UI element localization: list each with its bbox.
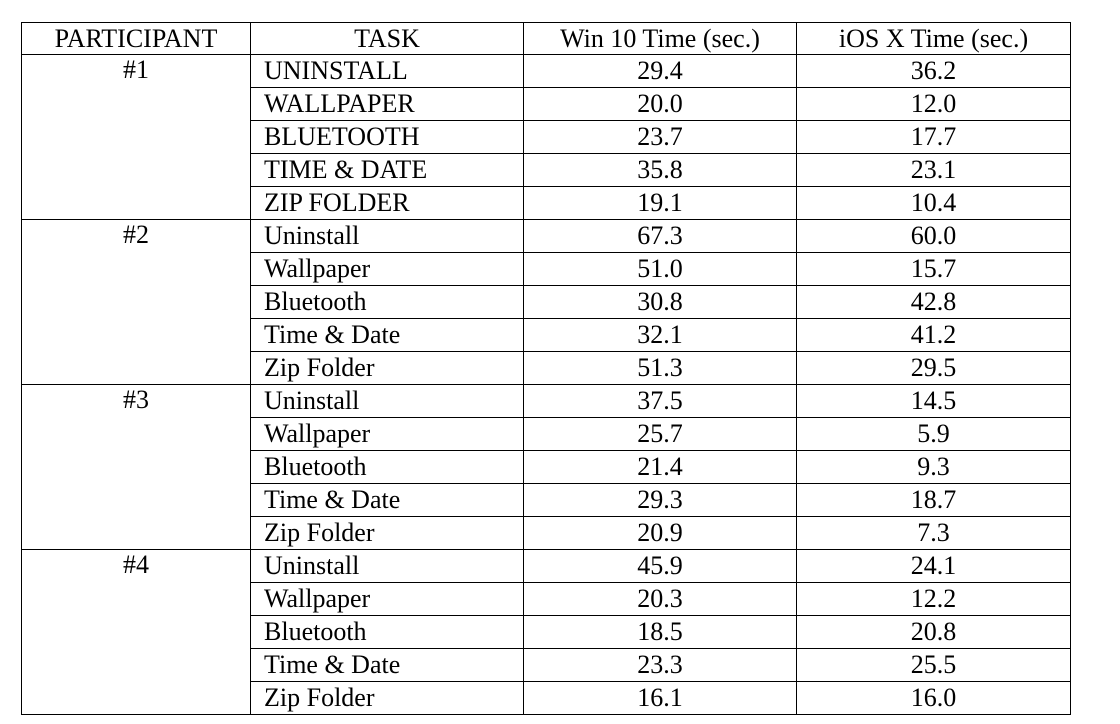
task-cell: Wallpaper [251, 418, 524, 451]
table-row [22, 319, 1071, 352]
win-time-cell: 32.1 [524, 319, 797, 352]
task-cell: Zip Folder [251, 352, 524, 385]
table-header [22, 23, 1071, 55]
header-row [22, 23, 1071, 55]
table-row [22, 649, 1071, 682]
participant-cell [22, 517, 251, 550]
win-time-cell: 25.7 [524, 418, 797, 451]
win-time-cell: 29.3 [524, 484, 797, 517]
win-time-cell: 23.3 [524, 649, 797, 682]
task-cell: Zip Folder [251, 517, 524, 550]
header-task: TASK [251, 23, 524, 55]
ios-time-cell: 36.2 [797, 55, 1071, 88]
ios-time-cell: 20.8 [797, 616, 1071, 649]
task-cell: BLUETOOTH [251, 121, 524, 154]
participant-cell [22, 286, 251, 319]
ios-time-cell: 12.0 [797, 88, 1071, 121]
win-time-cell: 51.3 [524, 352, 797, 385]
ios-time-cell: 15.7 [797, 253, 1071, 286]
participant-cell [22, 616, 251, 649]
task-cell: Uninstall [251, 385, 524, 418]
header-win-time: Win 10 Time (sec.) [524, 23, 797, 55]
header-ios-time: iOS X Time (sec.) [797, 23, 1071, 55]
ios-time-cell: 23.1 [797, 154, 1071, 187]
results-table [21, 22, 1071, 715]
ios-time-cell: 9.3 [797, 451, 1071, 484]
table-row [22, 385, 1071, 418]
ios-time-cell: 12.2 [797, 583, 1071, 616]
ios-time-cell: 5.9 [797, 418, 1071, 451]
table-row [22, 187, 1071, 220]
table-row [22, 484, 1071, 517]
participant-cell: #1 [22, 55, 251, 88]
task-cell: Wallpaper [251, 583, 524, 616]
win-time-cell: 45.9 [524, 550, 797, 583]
participant-cell: #4 [22, 550, 251, 583]
participant-cell [22, 451, 251, 484]
table-row [22, 220, 1071, 253]
win-time-cell: 29.4 [524, 55, 797, 88]
ios-time-cell: 42.8 [797, 286, 1071, 319]
ios-time-cell: 29.5 [797, 352, 1071, 385]
win-time-cell: 16.1 [524, 682, 797, 715]
win-time-cell: 51.0 [524, 253, 797, 286]
task-cell: Wallpaper [251, 253, 524, 286]
win-time-cell: 19.1 [524, 187, 797, 220]
task-cell: Time & Date [251, 319, 524, 352]
participant-cell [22, 583, 251, 616]
header-participant: PARTICIPANT [22, 23, 251, 55]
ios-time-cell: 41.2 [797, 319, 1071, 352]
task-cell: WALLPAPER [251, 88, 524, 121]
participant-cell [22, 352, 251, 385]
task-cell: Time & Date [251, 484, 524, 517]
ios-time-cell: 10.4 [797, 187, 1071, 220]
table-row [22, 55, 1071, 88]
ios-time-cell: 17.7 [797, 121, 1071, 154]
win-time-cell: 67.3 [524, 220, 797, 253]
task-cell: Bluetooth [251, 451, 524, 484]
participant-cell [22, 154, 251, 187]
table-row [22, 418, 1071, 451]
table-row [22, 121, 1071, 154]
win-time-cell: 37.5 [524, 385, 797, 418]
task-cell: Bluetooth [251, 286, 524, 319]
ios-time-cell: 14.5 [797, 385, 1071, 418]
participant-cell [22, 649, 251, 682]
win-time-cell: 20.9 [524, 517, 797, 550]
win-time-cell: 20.3 [524, 583, 797, 616]
task-cell: ZIP FOLDER [251, 187, 524, 220]
participant-cell [22, 682, 251, 715]
table-row [22, 583, 1071, 616]
table-body [22, 55, 1071, 715]
table-row [22, 517, 1071, 550]
table-row [22, 154, 1071, 187]
table-row [22, 451, 1071, 484]
ios-time-cell: 7.3 [797, 517, 1071, 550]
win-time-cell: 35.8 [524, 154, 797, 187]
win-time-cell: 23.7 [524, 121, 797, 154]
table-row [22, 682, 1071, 715]
participant-cell [22, 121, 251, 154]
task-cell: Uninstall [251, 550, 524, 583]
participant-cell [22, 187, 251, 220]
table-row [22, 616, 1071, 649]
win-time-cell: 18.5 [524, 616, 797, 649]
table-row [22, 286, 1071, 319]
participant-cell [22, 418, 251, 451]
ios-time-cell: 25.5 [797, 649, 1071, 682]
table-row [22, 253, 1071, 286]
win-time-cell: 20.0 [524, 88, 797, 121]
task-cell: Time & Date [251, 649, 524, 682]
task-cell: UNINSTALL [251, 55, 524, 88]
participant-cell: #3 [22, 385, 251, 418]
table-row [22, 352, 1071, 385]
participant-cell: #2 [22, 220, 251, 253]
win-time-cell: 30.8 [524, 286, 797, 319]
participant-cell [22, 484, 251, 517]
participant-cell [22, 88, 251, 121]
participant-cell [22, 319, 251, 352]
task-cell: Bluetooth [251, 616, 524, 649]
ios-time-cell: 16.0 [797, 682, 1071, 715]
ios-time-cell: 18.7 [797, 484, 1071, 517]
task-cell: Zip Folder [251, 682, 524, 715]
table-row [22, 88, 1071, 121]
participant-cell [22, 253, 251, 286]
win-time-cell: 21.4 [524, 451, 797, 484]
task-cell: Uninstall [251, 220, 524, 253]
ios-time-cell: 60.0 [797, 220, 1071, 253]
ios-time-cell: 24.1 [797, 550, 1071, 583]
task-cell: TIME & DATE [251, 154, 524, 187]
table-row [22, 550, 1071, 583]
